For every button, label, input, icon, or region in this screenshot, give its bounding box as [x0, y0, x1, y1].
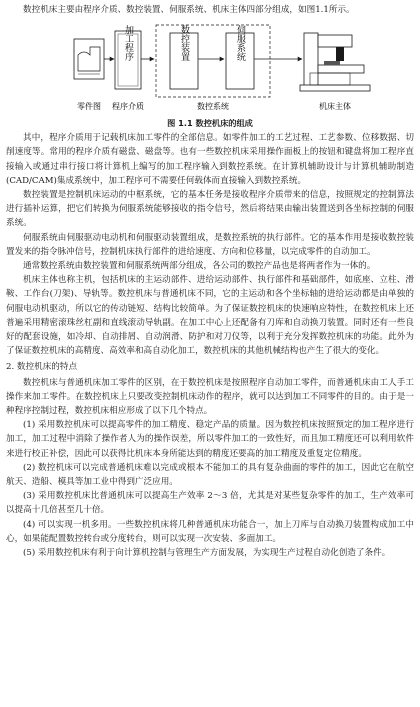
feature-item-3: (3) 采用数控机床比普通机床可以提高生产效率 2～3 倍，尤其是对某些复杂零件的加工，生产效率可以提高十几倍甚至几十倍。	[6, 491, 414, 516]
intro-paragraph: 数控机床主要由程序介质、数控装置、伺服系统、机床主体四部分组成，如图1.1所示。	[23, 5, 355, 15]
box-program-label: 加工程序	[123, 25, 133, 62]
program-media-box	[115, 24, 141, 89]
servo-system-box	[226, 24, 254, 89]
figure-1-1	[10, 21, 410, 129]
feature-item-4: (4) 可以实现一机多用。一些数控机床将几种普通机床功能合一，加上刀库与自动换刀装置构成加工中心，如果能配置数控转台或分度转台，则可以实现一次安装、多面加工。	[6, 519, 414, 544]
paragraph-program-media: 其中，程序介质用于记载机床加工零件的全部信息。如零件加工的工艺过程、工艺参数、位移数据、切削速度等。常用的程序介质有磁盘、磁盘等。也有一些数控机床采用操作面板上的按钮和键盘将加工程序直接输入或通过串行接口将计算机上编写的加工程序输入到数控系统。在计算机辅助设计与计算机辅助制造(CAD/CAM)集成系统中，加工程序可不需要任何载体而直接输入到数控系统。	[6, 133, 414, 186]
paragraph-machine-body: 机床主体也称主机，包括机床的主运动部件、进给运动部件、执行部件和基础部件，如底座、立柱、滑鞍、工作台(刀架)、导轨等。数控机床与普通机床不同，它的主运动和各个坐标轴的进给运动都是由单独的伺服电动机驱动，所以它的传动链短、结构比较简单。为了保证数控机床的快速响应特性，在数控机床上还普遍采用精密滚珠丝杠副和直线滚动导轨副。在加工中心上还配备有刀库和自动换刀装置。同时还有一些良好的配套设施，如冷却、自动排屑、自动润滑、防护和对刀仪等，以利于充分发挥数控机床的功能。此外为了保证数控机床的高精度、高效率和高自动化加工，数控机床的其他机械结构也产生了很大的变化。	[6, 275, 414, 357]
part-drawing-icon	[74, 39, 104, 79]
document-page	[6, 0, 414, 560]
label-nc-system: 数控系统	[197, 102, 229, 112]
nc-device-box	[170, 24, 198, 89]
label-machine-body: 机床主体	[319, 102, 351, 112]
paragraph-nc-system: 通常数控系统由数控装置和伺服系统两部分组成，各公司的数控产品也是将两者作为一体的。	[23, 261, 376, 272]
label-part-drawing: 零件图	[77, 102, 101, 112]
paragraph-nc-device: 数控装置是控制机床运动的中枢系统，它的基本任务是接收程序介质带来的信息，按照规定的控制算法进行插补运算，把它们转换为伺服系统能够接收的指令信号，然后将结果由输出装置送到各坐标控制的伺服系统。	[6, 190, 414, 229]
feature-item-2: (2) 数控机床可以完成普通机床难以完成或根本不能加工的具有复杂曲面的零件的加工，因此它在航空航天、造船、模具等加工业中得到广泛应用。	[6, 462, 414, 488]
feature-item-1: (1) 采用数控机床可以提高零件的加工精度、稳定产品的质量。因为数控机床按照预定的加工程序进行加工，加工过程中消除了操作者人为的操作误差，所以零件加工的一致性好，而且加工精度还可以利用软件来进行校正补偿，因此可以获得比机床本身所能达到的精度还要高的加工精度及重复定位精度。	[6, 420, 414, 459]
box-nc-label: 数控装置	[179, 25, 189, 62]
cnc-composition-diagram	[10, 21, 410, 113]
label-program-media: 程序介质	[112, 102, 144, 112]
feature-item-5: (5) 采用数控机床有利于向计算机控制与管理生产方面发展，为实现生产过程自动化创造了条件。	[23, 548, 391, 559]
section-heading: 2. 数控机床的特点	[6, 362, 78, 373]
machine-tool-icon	[300, 33, 370, 91]
box-servo-label: 伺服系统	[235, 25, 245, 62]
paragraph-features-intro: 数控机床与普通机床加工零件的区别，在于数控机床是按照程序自动加工零件，而普通机床由工人手工操作来加工零件。在数控机床上只要改变控制机床动作的程序，就可以达到加工不同零件的目的。由于是一种程序控制过程，数控机床相应形成了以下几个特点。	[6, 377, 414, 417]
paragraph-servo-system: 伺服系统由伺服驱动电动机和伺服驱动装置组成，是数控系统的执行部件。它的基本作用是接收数控装置发来的指令脉冲信号，控制机床执行部件的进给速度、方向和位移量，以完成零件的自动加工。	[6, 232, 414, 257]
figure-caption: 图 1.1 数控机床的组成	[167, 118, 253, 129]
